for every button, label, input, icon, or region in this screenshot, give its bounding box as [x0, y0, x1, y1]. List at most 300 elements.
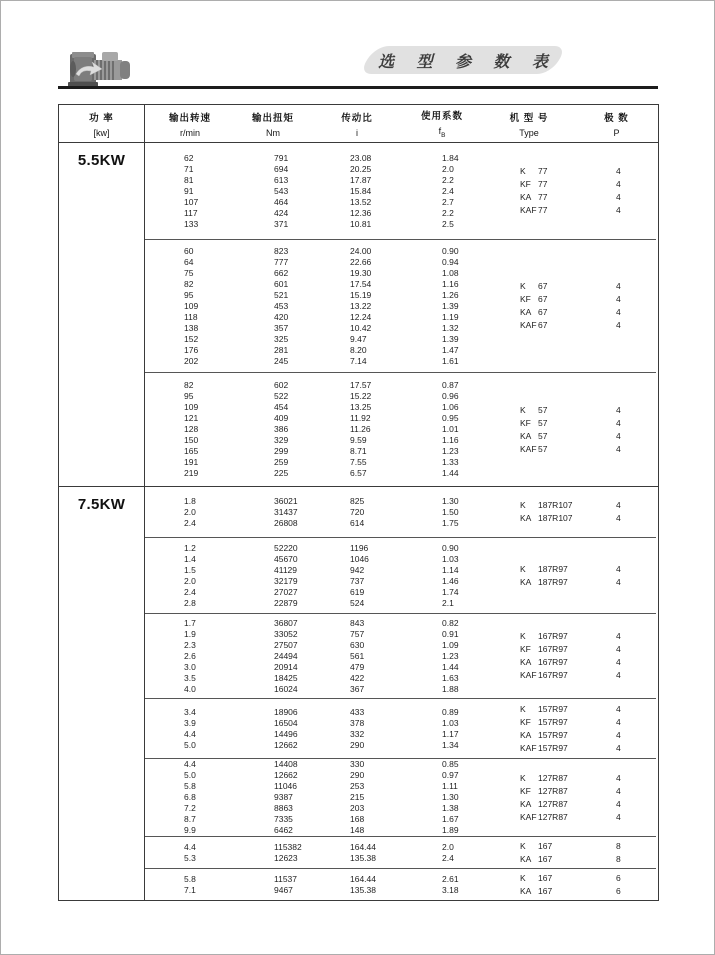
- power-label: 5.5KW: [59, 143, 145, 486]
- gear-ratio-block: [145, 372, 656, 486]
- type-prefix: KAF: [520, 811, 537, 822]
- nm-value: 45670: [274, 553, 298, 564]
- rpm-value: 1.7: [184, 617, 196, 628]
- column-rpm: [145, 837, 235, 868]
- column-rpm: [145, 699, 235, 758]
- nm-value: 11046: [274, 781, 298, 791]
- i-value: 10.42: [350, 322, 372, 333]
- fb-value: 2.4: [442, 185, 454, 196]
- type-prefix: K: [520, 500, 526, 510]
- rpm-value: 7.2: [184, 803, 196, 813]
- type-entry: [520, 293, 577, 306]
- col-header-power: 功 率 [kw]: [59, 105, 145, 142]
- rpm-value: 2.8: [184, 597, 196, 608]
- gear-ratio-block: [145, 143, 656, 239]
- fb-value: 1.23: [442, 650, 459, 661]
- type-model: 167R97: [538, 631, 568, 641]
- poles-value: 4: [616, 513, 621, 523]
- rpm-value: 118: [184, 311, 198, 322]
- i-value: 15.19: [350, 289, 372, 300]
- i-value: 843: [350, 617, 365, 628]
- nm-value: 41129: [274, 564, 298, 575]
- type-model: 67: [538, 320, 548, 330]
- type-entry: [520, 656, 577, 669]
- column-nm: [235, 538, 311, 613]
- type-model: 77: [538, 179, 548, 189]
- section-blocks: [145, 143, 656, 486]
- type-entry: [520, 576, 577, 589]
- type-model: 127R87: [538, 811, 568, 822]
- column-type: [481, 487, 577, 537]
- poles-value: 6: [616, 872, 621, 883]
- poles-value: 4: [616, 670, 621, 680]
- rpm-value: 138: [184, 322, 199, 333]
- title-badge: [367, 46, 559, 74]
- nm-value: 386: [274, 424, 289, 434]
- type-model: 157R97: [538, 742, 568, 753]
- i-value: 524: [350, 597, 365, 608]
- fb-value: 1.84: [442, 152, 459, 163]
- gear-ratio-block: [145, 698, 656, 758]
- poles-value: 4: [616, 307, 621, 317]
- type-model: 127R87: [538, 772, 568, 783]
- rpm-value: 2.0: [184, 575, 196, 586]
- poles-value: 4: [616, 192, 621, 202]
- rpm-value: 5.3: [184, 852, 196, 863]
- type-model: 167R97: [538, 644, 568, 654]
- i-value: 12.24: [350, 311, 372, 322]
- i-value: 614: [350, 517, 365, 528]
- type-model: 167R97: [538, 657, 568, 667]
- type-entry: [520, 643, 577, 656]
- type-model: 167: [538, 840, 553, 851]
- fb-value: 0.90: [442, 542, 459, 553]
- column-rpm: [145, 759, 235, 836]
- nm-value: 16024: [274, 683, 298, 694]
- fb-value: 0.89: [442, 706, 459, 717]
- type-model: 187R107: [538, 500, 573, 510]
- nm-value: 11537: [274, 873, 298, 884]
- i-value: 1046: [350, 553, 369, 564]
- type-prefix: KF: [520, 294, 531, 304]
- i-value: 757: [350, 628, 365, 639]
- fb-value: 1.46: [442, 575, 459, 586]
- nm-value: 9467: [274, 884, 293, 895]
- type-prefix: K: [520, 281, 526, 291]
- type-prefix: KF: [520, 785, 531, 796]
- nm-value: 225: [274, 468, 289, 478]
- nm-value: 371: [274, 218, 289, 229]
- i-value: 164.44: [350, 873, 376, 884]
- nm-value: 601: [274, 278, 289, 289]
- fb-value: 1.38: [442, 803, 459, 813]
- i-value: 12.36: [350, 207, 372, 218]
- type-entry: [520, 204, 577, 217]
- type-entry: [520, 811, 577, 824]
- poles-value: 4: [616, 500, 621, 510]
- column-i: [311, 614, 403, 698]
- fb-value: 1.11: [442, 781, 458, 791]
- nm-value: 12662: [274, 739, 298, 750]
- type-model: 77: [538, 192, 548, 202]
- page-title: 选 型 参 数 表: [378, 53, 557, 71]
- type-prefix: KAF: [520, 443, 537, 454]
- type-entry: [520, 885, 577, 898]
- type-prefix: KAF: [520, 320, 537, 330]
- rpm-value: 3.0: [184, 661, 196, 672]
- col-header-service-factor: 使用系数 $f_B$: [420, 111, 463, 139]
- i-value: 11.26: [350, 424, 371, 434]
- poles-value: 4: [616, 729, 621, 740]
- type-entry: [520, 191, 577, 204]
- power-section: [59, 486, 658, 900]
- column-rpm: [145, 614, 235, 698]
- i-value: 253: [350, 781, 365, 791]
- nm-value: 52220: [274, 542, 298, 553]
- type-prefix: KF: [520, 417, 531, 428]
- poles-value: 4: [616, 417, 621, 428]
- nm-value: 115382: [274, 841, 302, 852]
- poles-value: 8: [616, 840, 621, 851]
- fb-value: 1.23: [442, 446, 459, 456]
- type-prefix: K: [520, 772, 526, 783]
- i-value: 148: [350, 825, 365, 835]
- type-prefix: K: [520, 563, 526, 574]
- nm-value: 20914: [274, 661, 298, 672]
- i-value: 422: [350, 672, 365, 683]
- column-rpm: [145, 869, 235, 900]
- column-i: [311, 699, 403, 758]
- fb-value: 0.87: [442, 380, 459, 390]
- rpm-value: 150: [184, 435, 199, 445]
- poles-value: 4: [616, 657, 621, 667]
- column-type: [481, 759, 577, 836]
- column-rpm: [145, 538, 235, 613]
- type-model: 187R97: [538, 563, 568, 574]
- type-prefix: K: [520, 631, 526, 641]
- poles-value: 4: [616, 785, 621, 796]
- rpm-value: 109: [184, 300, 199, 311]
- type-prefix: KA: [520, 307, 532, 317]
- rpm-value: 71: [184, 163, 194, 174]
- column-nm: [235, 869, 311, 900]
- type-entry: [520, 563, 577, 576]
- poles-value: 4: [616, 281, 621, 291]
- i-value: 619: [350, 586, 365, 597]
- fb-value: 1.39: [442, 333, 459, 344]
- column-nm: [235, 837, 311, 868]
- fb-value: 0.85: [442, 759, 459, 769]
- i-value: 13.22: [350, 300, 372, 311]
- type-model: 157R97: [538, 729, 568, 740]
- column-rpm: [145, 373, 235, 486]
- selection-table: [58, 104, 659, 901]
- rpm-value: 2.4: [184, 517, 196, 528]
- i-value: 330: [350, 759, 365, 769]
- nm-value: 521: [274, 289, 289, 300]
- fb-value: 1.09: [442, 639, 459, 650]
- column-nm: [235, 614, 311, 698]
- column-type: [481, 143, 577, 239]
- type-prefix: KF: [520, 179, 531, 189]
- fb-value: 1.06: [442, 402, 459, 412]
- type-model: 57: [538, 430, 548, 441]
- nm-value: 36021: [274, 495, 298, 506]
- rpm-value: 219: [184, 468, 199, 478]
- rpm-value: 2.3: [184, 639, 196, 650]
- fb-value: 2.2: [442, 174, 454, 185]
- column-fb: [403, 759, 481, 836]
- fb-value: 1.39: [442, 300, 459, 311]
- fb-value: 1.47: [442, 344, 459, 355]
- fb-value: 0.95: [442, 413, 459, 423]
- column-poles: [577, 538, 656, 613]
- type-model: 67: [538, 281, 548, 291]
- type-prefix: KAF: [520, 205, 537, 215]
- i-value: 7.14: [350, 355, 367, 366]
- rpm-value: 1.4: [184, 553, 196, 564]
- gear-ratio-block: [145, 613, 656, 698]
- i-value: 17.54: [350, 278, 372, 289]
- col-header-type: 机 型 号 Type: [509, 112, 549, 138]
- fb-value: 0.97: [442, 770, 459, 780]
- nm-value: 522: [274, 391, 289, 401]
- nm-value: 27507: [274, 639, 298, 650]
- type-prefix: KF: [520, 644, 531, 654]
- i-value: 825: [350, 495, 365, 506]
- i-value: 20.25: [350, 163, 372, 174]
- type-model: 127R87: [538, 785, 568, 796]
- fb-value: 1.63: [442, 672, 459, 683]
- rpm-value: 91: [184, 185, 194, 196]
- type-entry: [520, 430, 577, 443]
- gear-ratio-block: [145, 836, 656, 868]
- type-prefix: KA: [520, 430, 532, 441]
- i-value: 561: [350, 650, 365, 661]
- i-value: 1196: [350, 542, 369, 553]
- i-value: 13.25: [350, 402, 372, 412]
- fb-value: 1.30: [442, 495, 459, 506]
- column-rpm: [145, 143, 235, 239]
- nm-value: 6462: [274, 825, 293, 835]
- column-nm: [235, 487, 311, 537]
- column-poles: [577, 487, 656, 537]
- column-poles: [577, 869, 656, 900]
- i-value: 135.38: [350, 852, 376, 863]
- type-model: 77: [538, 166, 548, 176]
- nm-value: 33052: [274, 628, 298, 639]
- nm-value: 12662: [274, 770, 298, 780]
- column-nm: [235, 699, 311, 758]
- type-entry: [520, 669, 577, 682]
- nm-value: 613: [274, 174, 289, 185]
- type-model: 167: [538, 872, 553, 883]
- type-prefix: K: [520, 840, 526, 851]
- column-i: [311, 240, 403, 372]
- i-value: 332: [350, 728, 365, 739]
- fb-value: 2.7: [442, 196, 454, 207]
- rpm-value: 4.0: [184, 683, 196, 694]
- type-entry: [520, 840, 577, 853]
- fb-value: 1.01: [442, 424, 459, 434]
- column-fb: [403, 240, 481, 372]
- nm-value: 329: [274, 435, 289, 445]
- type-prefix: KF: [520, 716, 531, 727]
- i-value: 720: [350, 506, 365, 517]
- poles-value: 4: [616, 443, 621, 454]
- nm-value: 26808: [274, 517, 298, 528]
- column-rpm: [145, 240, 235, 372]
- fb-value: 1.75: [442, 517, 459, 528]
- poles-value: 4: [616, 644, 621, 654]
- rpm-value: 1.8: [184, 495, 196, 506]
- rpm-value: 1.2: [184, 542, 196, 553]
- column-i: [311, 373, 403, 486]
- i-value: 378: [350, 717, 365, 728]
- rpm-value: 4.4: [184, 728, 196, 739]
- type-prefix: KAF: [520, 670, 537, 680]
- nm-value: 424: [274, 207, 289, 218]
- gear-ratio-block: [145, 868, 656, 900]
- rpm-value: 5.0: [184, 739, 196, 750]
- type-entry: [520, 729, 577, 742]
- type-model: 167: [538, 853, 553, 864]
- i-value: 164.44: [350, 841, 376, 852]
- fb-value: 1.03: [442, 717, 459, 728]
- type-prefix: KA: [520, 192, 532, 202]
- fb-value: 2.1: [442, 597, 454, 608]
- column-type: [481, 869, 577, 900]
- column-nm: [235, 759, 311, 836]
- fb-value: 1.32: [442, 322, 459, 333]
- column-rpm: [145, 487, 235, 537]
- rpm-value: 64: [184, 256, 194, 267]
- nm-value: 662: [274, 267, 289, 278]
- rpm-value: 165: [184, 446, 199, 456]
- column-type: [481, 699, 577, 758]
- type-prefix: KA: [520, 885, 532, 896]
- column-nm: [235, 240, 311, 372]
- fb-value: 1.88: [442, 683, 459, 694]
- fb-value: 2.61: [442, 873, 459, 884]
- type-entry: [520, 512, 577, 525]
- column-i: [311, 837, 403, 868]
- i-value: 630: [350, 639, 365, 650]
- rpm-value: 128: [184, 424, 199, 434]
- fb-value: 1.26: [442, 289, 459, 300]
- type-entry: [520, 772, 577, 785]
- i-value: 22.66: [350, 256, 372, 267]
- fb-value: 1.16: [442, 278, 459, 289]
- fb-value: 2.0: [442, 163, 454, 174]
- i-value: 290: [350, 770, 365, 780]
- column-fb: [403, 143, 481, 239]
- rpm-value: 117: [184, 207, 198, 218]
- nm-value: 36807: [274, 617, 298, 628]
- type-prefix: K: [520, 166, 526, 176]
- rpm-value: 109: [184, 402, 199, 412]
- column-fb: [403, 837, 481, 868]
- i-value: 15.84: [350, 185, 372, 196]
- i-value: 9.47: [350, 333, 367, 344]
- type-entry: [520, 785, 577, 798]
- type-entry: [520, 742, 577, 755]
- power-label: 7.5KW: [59, 487, 145, 900]
- rpm-value: 1.5: [184, 564, 196, 575]
- rpm-value: 95: [184, 391, 194, 401]
- rpm-value: 107: [184, 196, 199, 207]
- fb-value: 1.74: [442, 586, 459, 597]
- column-poles: [577, 373, 656, 486]
- column-type: [481, 614, 577, 698]
- rpm-value: 62: [184, 152, 194, 163]
- poles-value: 4: [616, 703, 621, 714]
- nm-value: 464: [274, 196, 289, 207]
- type-entry: [520, 319, 577, 332]
- poles-value: 8: [616, 853, 621, 864]
- col-header-ratio: 传动比 i: [341, 112, 373, 138]
- fb-value: 0.91: [442, 628, 459, 639]
- type-prefix: KA: [520, 576, 532, 587]
- column-poles: [577, 699, 656, 758]
- poles-value: 4: [616, 179, 621, 189]
- rpm-value: 5.8: [184, 781, 196, 791]
- column-fb: [403, 487, 481, 537]
- fb-value: 1.50: [442, 506, 459, 517]
- nm-value: 18906: [274, 706, 298, 717]
- i-value: 168: [350, 814, 365, 824]
- fb-value: 1.67: [442, 814, 459, 824]
- type-model: 167R97: [538, 670, 568, 680]
- nm-value: 8863: [274, 803, 293, 813]
- column-type: [481, 373, 577, 486]
- type-entry: [520, 716, 577, 729]
- i-value: 11.92: [350, 413, 371, 423]
- i-value: 13.52: [350, 196, 372, 207]
- gear-ratio-block: [145, 537, 656, 613]
- type-entry: [520, 165, 577, 178]
- column-i: [311, 759, 403, 836]
- fb-value: 1.44: [442, 468, 459, 478]
- fb-value: 3.18: [442, 884, 459, 895]
- type-prefix: KA: [520, 853, 532, 864]
- nm-value: 420: [274, 311, 289, 322]
- rpm-value: 191: [184, 457, 199, 467]
- rpm-value: 133: [184, 218, 199, 229]
- rpm-value: 2.4: [184, 586, 196, 597]
- poles-value: 4: [616, 716, 621, 727]
- type-prefix: KA: [520, 513, 532, 523]
- rpm-value: 4.4: [184, 759, 196, 769]
- i-value: 9.59: [350, 435, 367, 445]
- nm-value: 259: [274, 457, 289, 467]
- column-i: [311, 487, 403, 537]
- fb-value: 2.4: [442, 852, 454, 863]
- nm-value: 7335: [274, 814, 293, 824]
- column-type: [481, 837, 577, 868]
- type-entry: [520, 630, 577, 643]
- power-section: [59, 143, 658, 486]
- column-fb: [403, 538, 481, 613]
- type-prefix: K: [520, 872, 526, 883]
- rpm-value: 5.0: [184, 770, 196, 780]
- poles-value: 4: [616, 320, 621, 330]
- type-prefix: K: [520, 703, 526, 714]
- header-divider: [58, 86, 658, 89]
- fb-value: 0.82: [442, 617, 459, 628]
- i-value: 367: [350, 683, 365, 694]
- fb-value: 1.14: [442, 564, 459, 575]
